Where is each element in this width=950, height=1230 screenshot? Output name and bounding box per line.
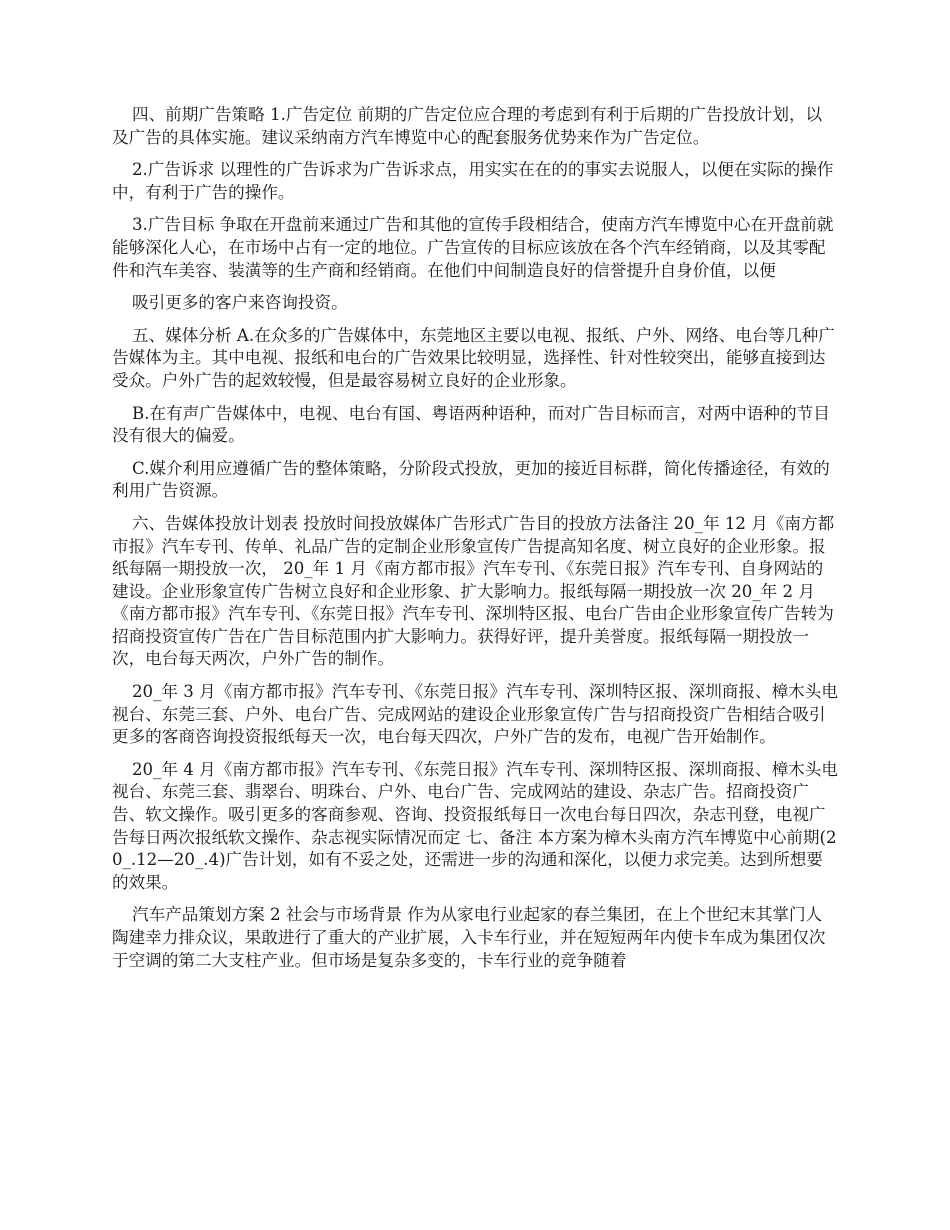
paragraph-ad-goal: 3.广告目标 争取在开盘前来通过广告和其他的宣传手段相结合，使南方汽车博览中心在开盘前就能够深化人心，在市场中占有一定的地位。广告宣传的目标应该放在各个汽车经销商，以及其零配件和汽车美容、装潢等的生产商和经销商。在他们中间制造良好的信誉提升自身价值，以便 (112, 215, 834, 280)
document-body (112, 104, 838, 982)
paragraph-attract-customers: 吸引更多的客户来咨询投资。 (132, 293, 348, 313)
paragraph-media-analysis-c: C.媒介利用应遵循广告的整体策略，分阶段式投放，更加的接近目标群，简化传播途径，有效的利用广告资源。 (112, 458, 830, 501)
paragraph-product-plan-2: 汽车产品策划方案 2 社会与市场背景 作为从家电行业起家的春兰集团，在上个世纪末其掌门人陶建幸力排众议，果敢进行了重大的产业扩展，入卡车行业，并在短短两年内使卡车成为集团仅次于空调的第二大支柱产业。但市场是复杂多变的，卡车行业的竞争随着 (112, 905, 826, 970)
paragraph-media-analysis-a: 五、媒体分析 A.在众多的广告媒体中，东莞地区主要以电视、报纸、户外、网络、电台等几种广告媒体为主。其中电视、报纸和电台的广告效果比较明显，选择性、针对性较突出，能够直接到达受众。户外广告的起效较慢，但是最容易树立良好的企业形象。 (112, 325, 835, 390)
paragraph-march-plan: 20_年 3 月《南方都市报》汽车专刊、《东莞日报》汽车专刊、深圳特区报、深圳商报、樟木头电视台、东莞三套、户外、电台广告、完成网站的建设企业形象宣传广告与招商投资广告相结合吸引更多的客商咨询投资报纸每天一次，电台每天四次，户外广告的发布，电视广告开始制作。 (112, 682, 838, 747)
paragraph-media-plan: 六、告媒体投放计划表 投放时间投放媒体广告形式广告目的投放方法备注 20_年 12 月《南方都市报》汽车专刊、传单、礼品广告的定制企业形象宣传广告提高知名度、树立良好的企业形象。报纸每隔一期投放一次， 20_年 1 月《南方都市报》汽车专刊、《东莞日报》汽车专刊、自身网站的建设。企业形象宣传广告树立良好和企业形象、扩大影响力。报纸每隔一期投放一次 20_年 2 月《南方都市报》汽车专刊、《东莞日报》汽车专刊、深圳特区报、电台广告由企业形象宣传广告转为招商投资宣传广告在广告目标范围内扩大影响力。获得好评，提升美誉度。报纸每隔一期投放一次，电台每天两次，户外广告的制作。 (112, 513, 835, 669)
paragraph-ad-appeal: 2.广告诉求 以理性的广告诉求为广告诉求点，用实实在在的的事实去说服人，以便在实际的操作中，有利于广告的操作。 (112, 160, 834, 202)
paragraph-early-ad-strategy: 四、前期广告策略 1.广告定位 前期的广告定位应合理的考虑到有利于后期的广告投放计划，以及广告的具体实施。建议采纳南方汽车博览中心的配套服务优势来作为广告定位。 (112, 105, 823, 147)
paragraph-media-analysis-b: B.在有声广告媒体中，电视、电台有国、粤语两种语种，而对广告目标而言，对两中语种的节目没有很大的偏爱。 (112, 403, 830, 446)
paragraph-april-plan: 20_年 4 月《南方都市报》汽车专刊、《东莞日报》汽车专刊、深圳特区报、深圳商报、樟木头电视台、东莞三套、翡翠台、明珠台、户外、电台广告、完成网站的建设、杂志广告。招商投资广告、软文操作。吸引更多的客商参观、咨询、投资报纸每日一次电台每日四次，杂志刊登，电视广告每日两次报纸软文操作、杂志视实际情况而定 七、备注 本方案为樟木头南方汽车博览中心前期(20_.12—20_.4)广告计划，如有不妥之处，还需进一步的沟通和深化，以便力求完美。达到所想要的效果。 (112, 759, 838, 892)
